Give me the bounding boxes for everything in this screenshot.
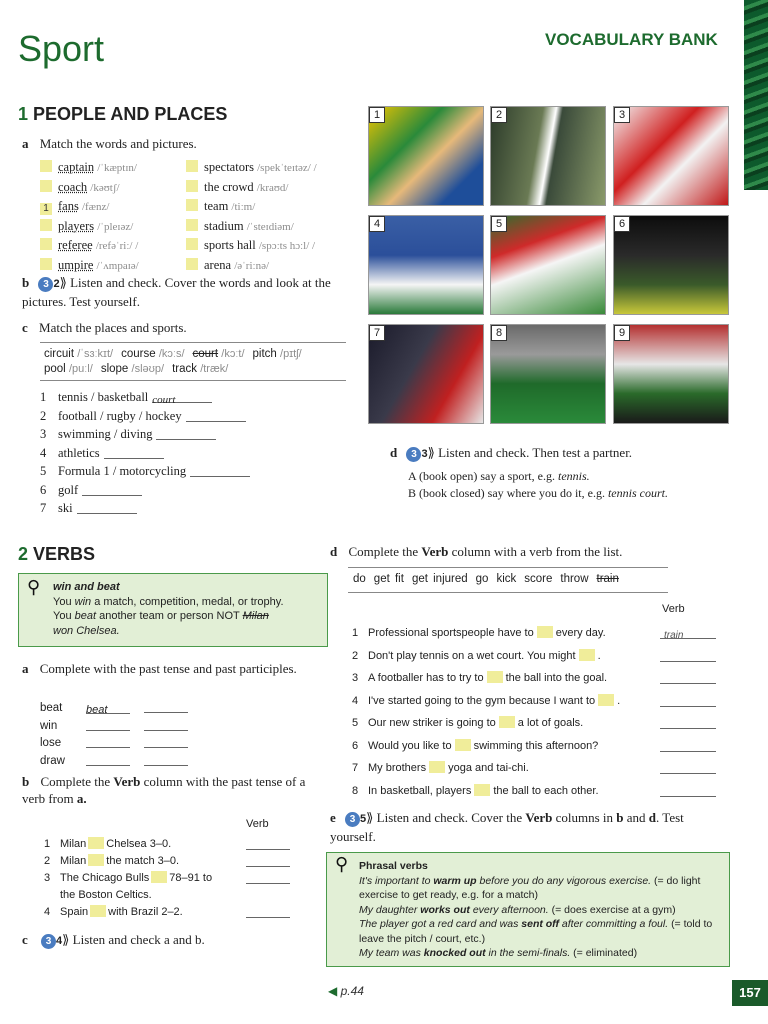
magnifier-icon: ⚲: [335, 854, 349, 874]
section-1-heading: [18, 104, 227, 125]
photo-sports-hall: 6: [613, 215, 729, 315]
phonetic: /fænz/: [81, 201, 110, 213]
phonetic: /refəˈriː/ /: [95, 240, 139, 252]
exercise-2b-instruction: b Complete the Verb column with the past tense of a verb from a.: [22, 774, 306, 806]
word-item: [40, 217, 190, 237]
verb-answer-line[interactable]: train: [660, 625, 716, 639]
sentence-item: 2 Milan the match 3–0.: [44, 853, 294, 870]
word: team: [204, 199, 229, 213]
section-label: VOCABULARY BANK: [545, 30, 718, 49]
word: referee: [58, 238, 93, 252]
exercise-1a-instruction: [22, 136, 197, 152]
gap: [598, 694, 614, 706]
answer-line[interactable]: [156, 428, 216, 440]
word: sports hall: [204, 238, 256, 252]
word-item: [40, 158, 190, 178]
past-tense-field[interactable]: [86, 719, 130, 731]
instruction-text: Listen and check. Then test a partner.: [438, 445, 633, 460]
word: arena: [204, 257, 232, 272]
sentence-item: 4 I've started going to the gym because I want to .: [352, 690, 727, 713]
word: fans: [58, 199, 79, 213]
section-2-heading: [18, 544, 95, 565]
sport-item: 1 tennis / basketball court: [40, 388, 360, 407]
word-item: [186, 256, 351, 276]
exercise-1d: d 3 3⟫ Listen and check. Then test a partner. A (book open) say a sport, e.g. tennis. B (book closed) say where you do it, e.g. tennis court.: [390, 445, 668, 500]
sport-item: 7 ski: [40, 499, 360, 518]
phrasal-verb-example: My daughter works out every afternoon. (= does exercise at a gym): [359, 903, 676, 916]
exercise-letter: c: [22, 320, 28, 335]
instruction-text: Match the places and sports.: [39, 320, 187, 335]
answer-line[interactable]: [77, 502, 137, 514]
exercise-letter: d: [390, 445, 398, 460]
verb-answer-line[interactable]: [246, 872, 290, 884]
answer-box[interactable]: [186, 238, 198, 250]
answer-box[interactable]: [40, 238, 52, 250]
verb-answer-line[interactable]: [660, 693, 716, 707]
verb-answer-line[interactable]: [246, 906, 290, 918]
past-tense-field[interactable]: [86, 736, 130, 748]
exercise-letter: a: [22, 136, 29, 151]
page-reference[interactable]: ◀ p.44: [328, 984, 364, 998]
section-number: 2: [18, 544, 29, 564]
phonetic: /ˈʌmpaɪə/: [96, 259, 139, 272]
past-tense-field[interactable]: beat: [86, 702, 130, 714]
word-item: [186, 217, 351, 237]
past-participle-field[interactable]: [144, 736, 188, 748]
past-participle-field[interactable]: [144, 701, 188, 713]
exercise-2c-instruction: c 3 4⟫ Listen and check a and b.: [22, 932, 205, 947]
verb-row: draw: [40, 753, 188, 771]
exercise-2e-instruction: e 3 5⟫ Listen and check. Cover the Verb columns in b and d. Test yourself.: [330, 810, 684, 844]
magnifier-icon: ⚲: [27, 577, 41, 597]
place-word: circuit /ˈsɜːkɪt/: [44, 348, 114, 360]
word-list-right: [186, 158, 351, 275]
exercise-letter: b: [22, 275, 30, 290]
place-word: pool /puːl/: [44, 363, 93, 375]
past-tense-field[interactable]: [86, 754, 130, 766]
answer-line[interactable]: [186, 410, 246, 422]
phrasal-verbs-box: ⚲ Phrasal verbs It's important to warm up before you do any vigorous exercise. (= do light exercise to get ready, e.g. for a match) My daughter works out every afternoon. (= does exercise at a gym) The player got a red card and was sent off after committing a foul. (= told to leave the pitch / court, etc.) My team was knocked out in the semi-finals. (= eliminated): [326, 852, 730, 967]
verb-answer-line[interactable]: [660, 783, 716, 797]
verb-answer-line[interactable]: [246, 838, 290, 850]
photo-coach: 2: [490, 106, 606, 206]
audio-icon[interactable]: 3 2⟫: [38, 275, 66, 290]
gap: [474, 784, 490, 796]
verb-sentences: [352, 622, 727, 802]
answer-box[interactable]: [40, 258, 52, 270]
phonetic: /spɔːts hɔːl/ /: [258, 240, 316, 252]
decorative-side-strip: [744, 0, 768, 190]
sentence-continuation: the Boston Celtics.: [60, 889, 152, 901]
divider: [348, 567, 668, 568]
sentence-item: 5 Our new striker is going to a lot of goals.: [352, 712, 727, 735]
sentence-item: 4 Spain with Brazil 2–2.: [44, 904, 294, 921]
sentence-item: 6 Would you like to swimming this afternoon?: [352, 735, 727, 758]
past-participle-field[interactable]: [144, 754, 188, 766]
sentence-item: 3 The Chicago Bulls 78–91 to: [44, 870, 294, 887]
answer-box[interactable]: [186, 180, 198, 192]
place-word: track /træk/: [172, 363, 229, 375]
photo-fans: 1: [368, 106, 484, 206]
sentence-item: 8 In basketball, players the ball to each other.: [352, 780, 727, 803]
word: coach: [58, 179, 88, 194]
exercise-1b-instruction: [22, 274, 352, 310]
verb-row: lose: [40, 735, 188, 753]
phonetic: /spekˈteɪtəz/ /: [257, 162, 317, 174]
audio-icon[interactable]: 3 4⟫: [41, 932, 69, 947]
phonetic: /kəʊtʃ/: [90, 181, 120, 194]
answer-box[interactable]: 1: [40, 203, 52, 215]
exercise-2d-instruction: d Complete the Verb column with a verb from the list.: [330, 544, 623, 559]
word-list-left: [40, 158, 190, 275]
place-word: court /kɔːt/: [192, 348, 245, 360]
gap: [151, 871, 167, 883]
verb-row: beat beat: [40, 700, 188, 718]
section-number: 1: [18, 104, 29, 124]
verb-word-pool: [353, 573, 627, 585]
verb-answer-line[interactable]: [660, 715, 716, 729]
sentence-item: 1 Professional sportspeople have to every day. train: [352, 622, 727, 645]
sport-item: 6 golf: [40, 481, 360, 500]
win-beat-note: ⚲ win and beat You win a match, competition, medal, or trophy. You beat another team or person NOT Milan won Chelsea.: [18, 573, 328, 647]
answer-box[interactable]: [40, 219, 52, 231]
instruction-text: Match the words and pictures.: [39, 136, 197, 151]
phrasal-verb-example: The player got a red card and was sent off after committing a foul. (= told to leave the pitch / court, etc.): [359, 918, 713, 945]
sentence-item: 3 A footballer has to try to the ball into the goal.: [352, 667, 727, 690]
divider: [40, 380, 346, 381]
word: captain: [58, 160, 95, 174]
verb-answer-line[interactable]: [660, 738, 716, 752]
verb-column-header: Verb: [662, 603, 685, 615]
page-number: 157: [732, 980, 768, 1006]
gap: [579, 649, 595, 661]
gap: [429, 761, 445, 773]
verb-forms-table: [40, 700, 188, 770]
place-word: course /kɔːs/: [121, 348, 185, 360]
verb-column-header: Verb: [246, 818, 269, 830]
answer-box[interactable]: [186, 160, 198, 172]
sentence-item: 1 Milan Chelsea 3–0.: [44, 836, 294, 853]
verb-option: throw: [560, 573, 589, 585]
past-participle-field[interactable]: [144, 719, 188, 731]
verb-option: score: [524, 573, 553, 585]
answer-box[interactable]: [186, 199, 198, 211]
phrasal-verb-example: My team was knocked out in the semi-finals. (= eliminated): [359, 947, 638, 959]
answer-box[interactable]: [40, 180, 52, 192]
answer-box[interactable]: [40, 160, 52, 172]
verb-row: win: [40, 718, 188, 736]
answer-line[interactable]: [104, 447, 164, 459]
word: the crowd: [204, 179, 254, 194]
gap: [487, 671, 503, 683]
verb-option: train: [596, 573, 619, 585]
verb-option: get injured: [411, 573, 468, 585]
word: players: [58, 218, 95, 233]
word-item: [40, 197, 190, 217]
beat-win-sentences: [44, 836, 294, 921]
audio-icon[interactable]: 3 5⟫: [345, 810, 373, 825]
gap: [455, 739, 471, 751]
sentence-item: 2 Don't play tennis on a wet court. You might .: [352, 645, 727, 668]
audio-icon[interactable]: 3 3⟫: [406, 445, 434, 460]
word-item: [40, 236, 190, 256]
phonetic: /kraʊd/: [256, 181, 289, 194]
place-word: slope /sləʊp/: [100, 363, 165, 375]
photo-crowd: 9: [613, 324, 729, 424]
gap: [90, 905, 106, 917]
word-item: [186, 197, 351, 217]
answer-line[interactable]: court: [152, 391, 212, 403]
phonetic: /tiːm/: [231, 201, 256, 213]
exercise-1c-instruction: [22, 320, 187, 336]
divider: [348, 592, 668, 593]
photo-team: 4: [368, 215, 484, 315]
sport-item: 5 Formula 1 / motorcycling: [40, 462, 360, 481]
verb-option: go: [475, 573, 489, 585]
verb-option: do: [353, 573, 366, 585]
sport-item: 2 football / rugby / hockey: [40, 407, 360, 426]
verb-option: get fit: [373, 573, 404, 585]
photo-captain: 3: [613, 106, 729, 206]
phonetic: /əˈriːnə/: [234, 259, 270, 272]
word: stadium: [204, 218, 244, 233]
phonetic: /ˈpleɪəz/: [97, 220, 134, 233]
answer-box[interactable]: [186, 219, 198, 231]
word-item: [186, 178, 351, 198]
verb-answer-line[interactable]: [660, 670, 716, 684]
section-title: VERBS: [33, 544, 96, 564]
word-item: [186, 158, 351, 178]
gap: [537, 626, 553, 638]
word: umpire: [58, 257, 94, 272]
gap: [88, 854, 104, 866]
answer-box[interactable]: [186, 258, 198, 270]
section-title: PEOPLE AND PLACES: [33, 104, 228, 124]
verb-answer-line[interactable]: [660, 760, 716, 774]
sport-item: 3 swimming / diving: [40, 425, 360, 444]
gap: [499, 716, 515, 728]
place-word: pitch /pɪtʃ/: [252, 348, 302, 360]
instruction-text: Listen and check. Cover the words and look at the pictures. Test yourself.: [22, 275, 331, 309]
verb-answer-line[interactable]: [246, 855, 290, 867]
word: spectators: [204, 160, 254, 174]
word-item: [40, 178, 190, 198]
photo-players: 5: [490, 215, 606, 315]
word-item: [186, 236, 351, 256]
page-title: Sport: [18, 28, 105, 69]
sport-item: 4 athletics: [40, 444, 360, 463]
verb-answer-line[interactable]: [660, 648, 716, 662]
phrasal-verb-example: It's important to warm up before you do any vigorous exercise. (= do light exercise to get ready, e.g. for a match): [359, 874, 701, 901]
sentence-item: 7 My brothers yoga and tai-chi.: [352, 757, 727, 780]
divider: [40, 342, 346, 343]
verb-option: kick: [496, 573, 517, 585]
exercise-2a-instruction: a Complete with the past tense and past participles.: [22, 661, 297, 676]
phonetic: /ˈkæptɪn/: [97, 162, 137, 174]
phonetic: /ˈsteɪdiəm/: [246, 220, 294, 233]
sports-list: [40, 388, 360, 518]
back-arrow-icon: ◀: [328, 984, 338, 998]
word-item: [40, 256, 190, 276]
answer-line[interactable]: [82, 484, 142, 496]
answer-line[interactable]: [190, 465, 250, 477]
photo-referee: 7: [368, 324, 484, 424]
gap: [88, 837, 104, 849]
photo-stadium: 8: [490, 324, 606, 424]
places-word-pool: [44, 347, 344, 377]
